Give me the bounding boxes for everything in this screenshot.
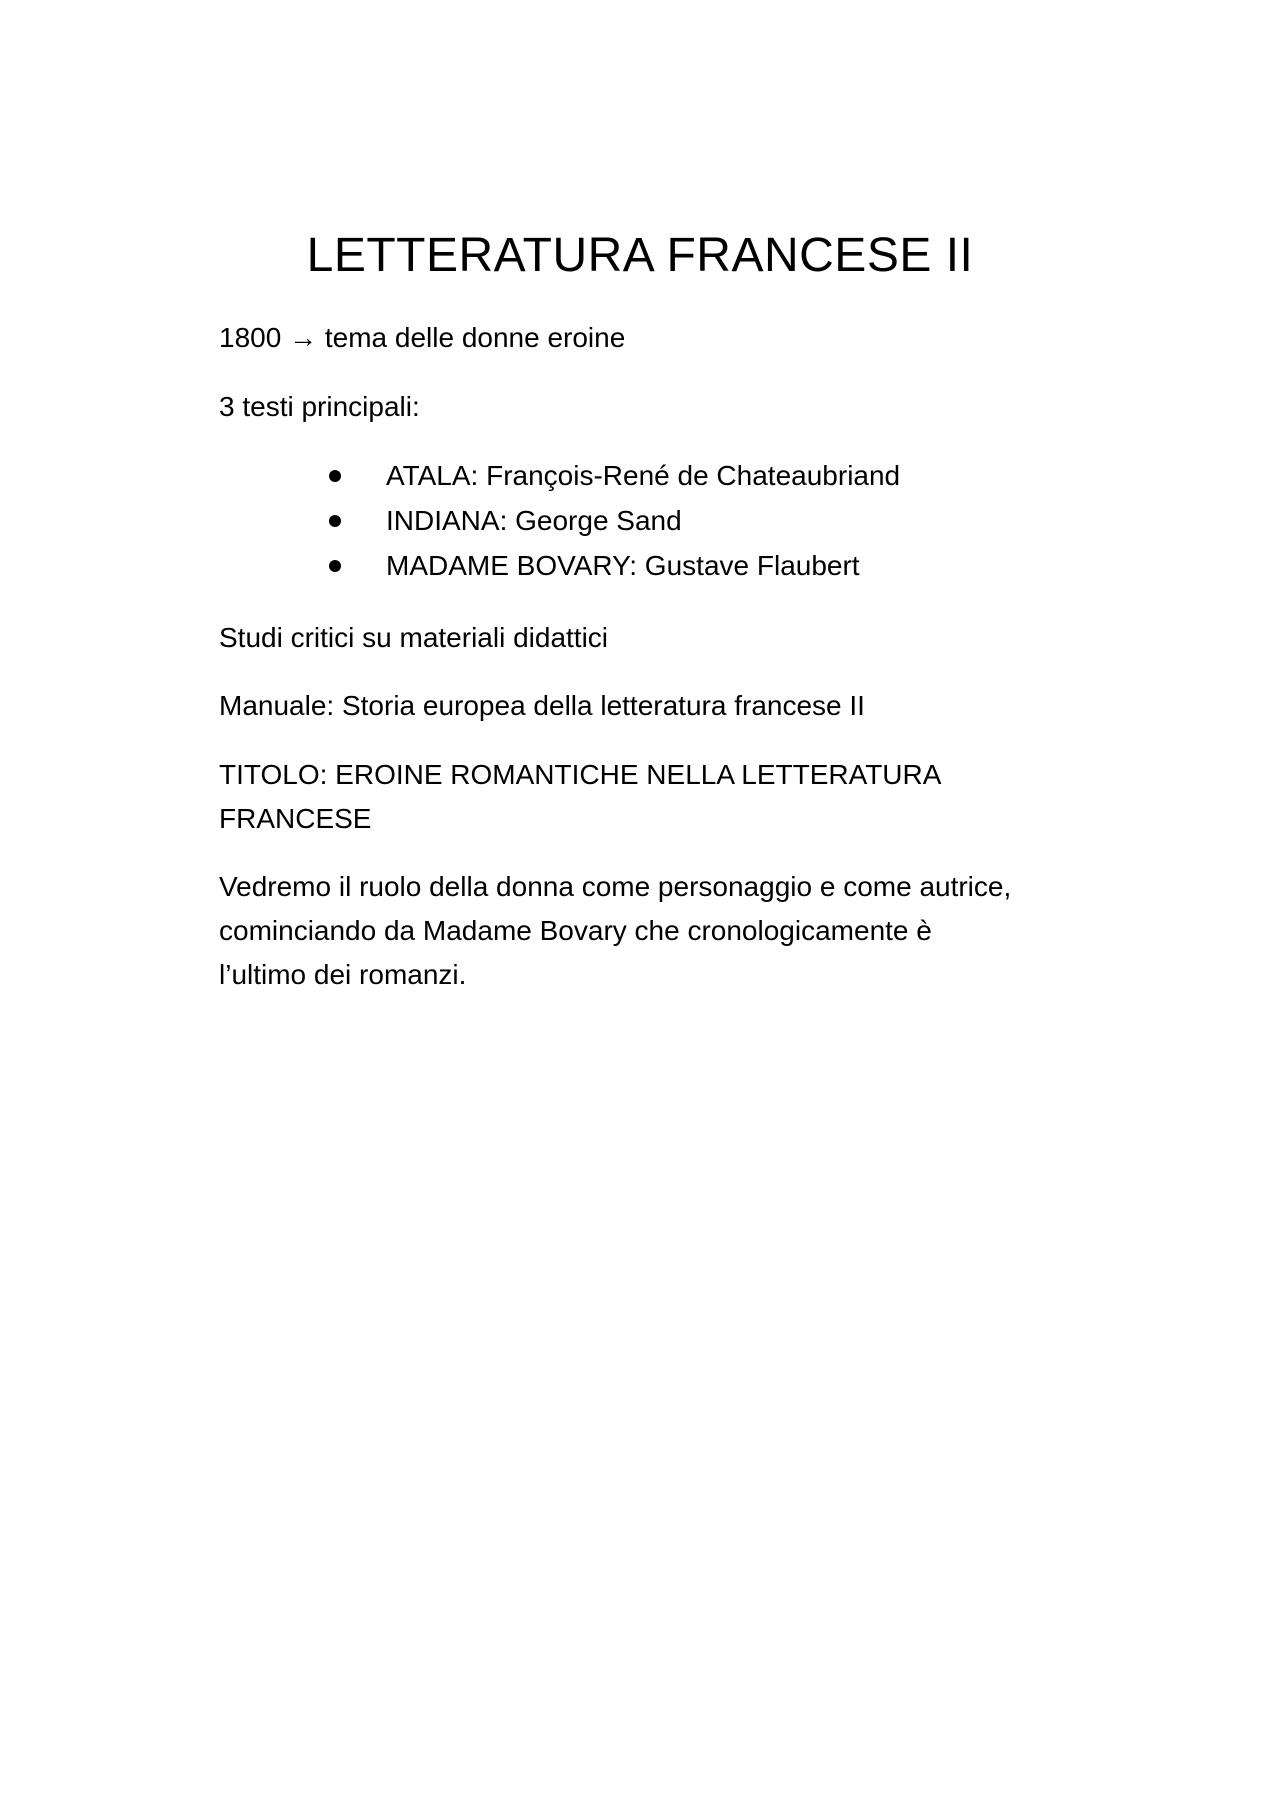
list-item: [0, 453, 1280, 498]
texts-intro: 3 testi principali:: [219, 391, 420, 422]
bullet-icon: [329, 560, 341, 572]
course-title-line: TITOLO: EROINE ROMANTICHE NELLA LETTERATURA FRANCESE: [219, 759, 940, 834]
list-item-text: INDIANA: George Sand: [386, 505, 682, 536]
list-item: [0, 498, 1280, 543]
manual-line: Manuale: Storia europea della letteratura francese II: [219, 690, 865, 721]
list-item-text: MADAME BOVARY: Gustave Flaubert: [386, 550, 860, 581]
list-item-text: ATALA: François-René de Chateaubriand: [386, 460, 901, 491]
main-texts-list: [0, 453, 1280, 588]
page-title: LETTERATURA FRANCESE II: [306, 229, 974, 282]
list-item: [0, 543, 1280, 588]
studies-line: Studi critici su materiali didattici: [219, 622, 609, 653]
bullet-icon: [329, 470, 341, 482]
theme-line: 1800 → tema delle donne eroine: [219, 322, 626, 353]
description-paragraph: Vedremo il ruolo della donna come personaggio e come autrice, cominciando da Madame Bovary che cronologicamente è l’ultimo dei romanzi.: [219, 871, 1012, 990]
bullet-icon: [329, 515, 341, 527]
